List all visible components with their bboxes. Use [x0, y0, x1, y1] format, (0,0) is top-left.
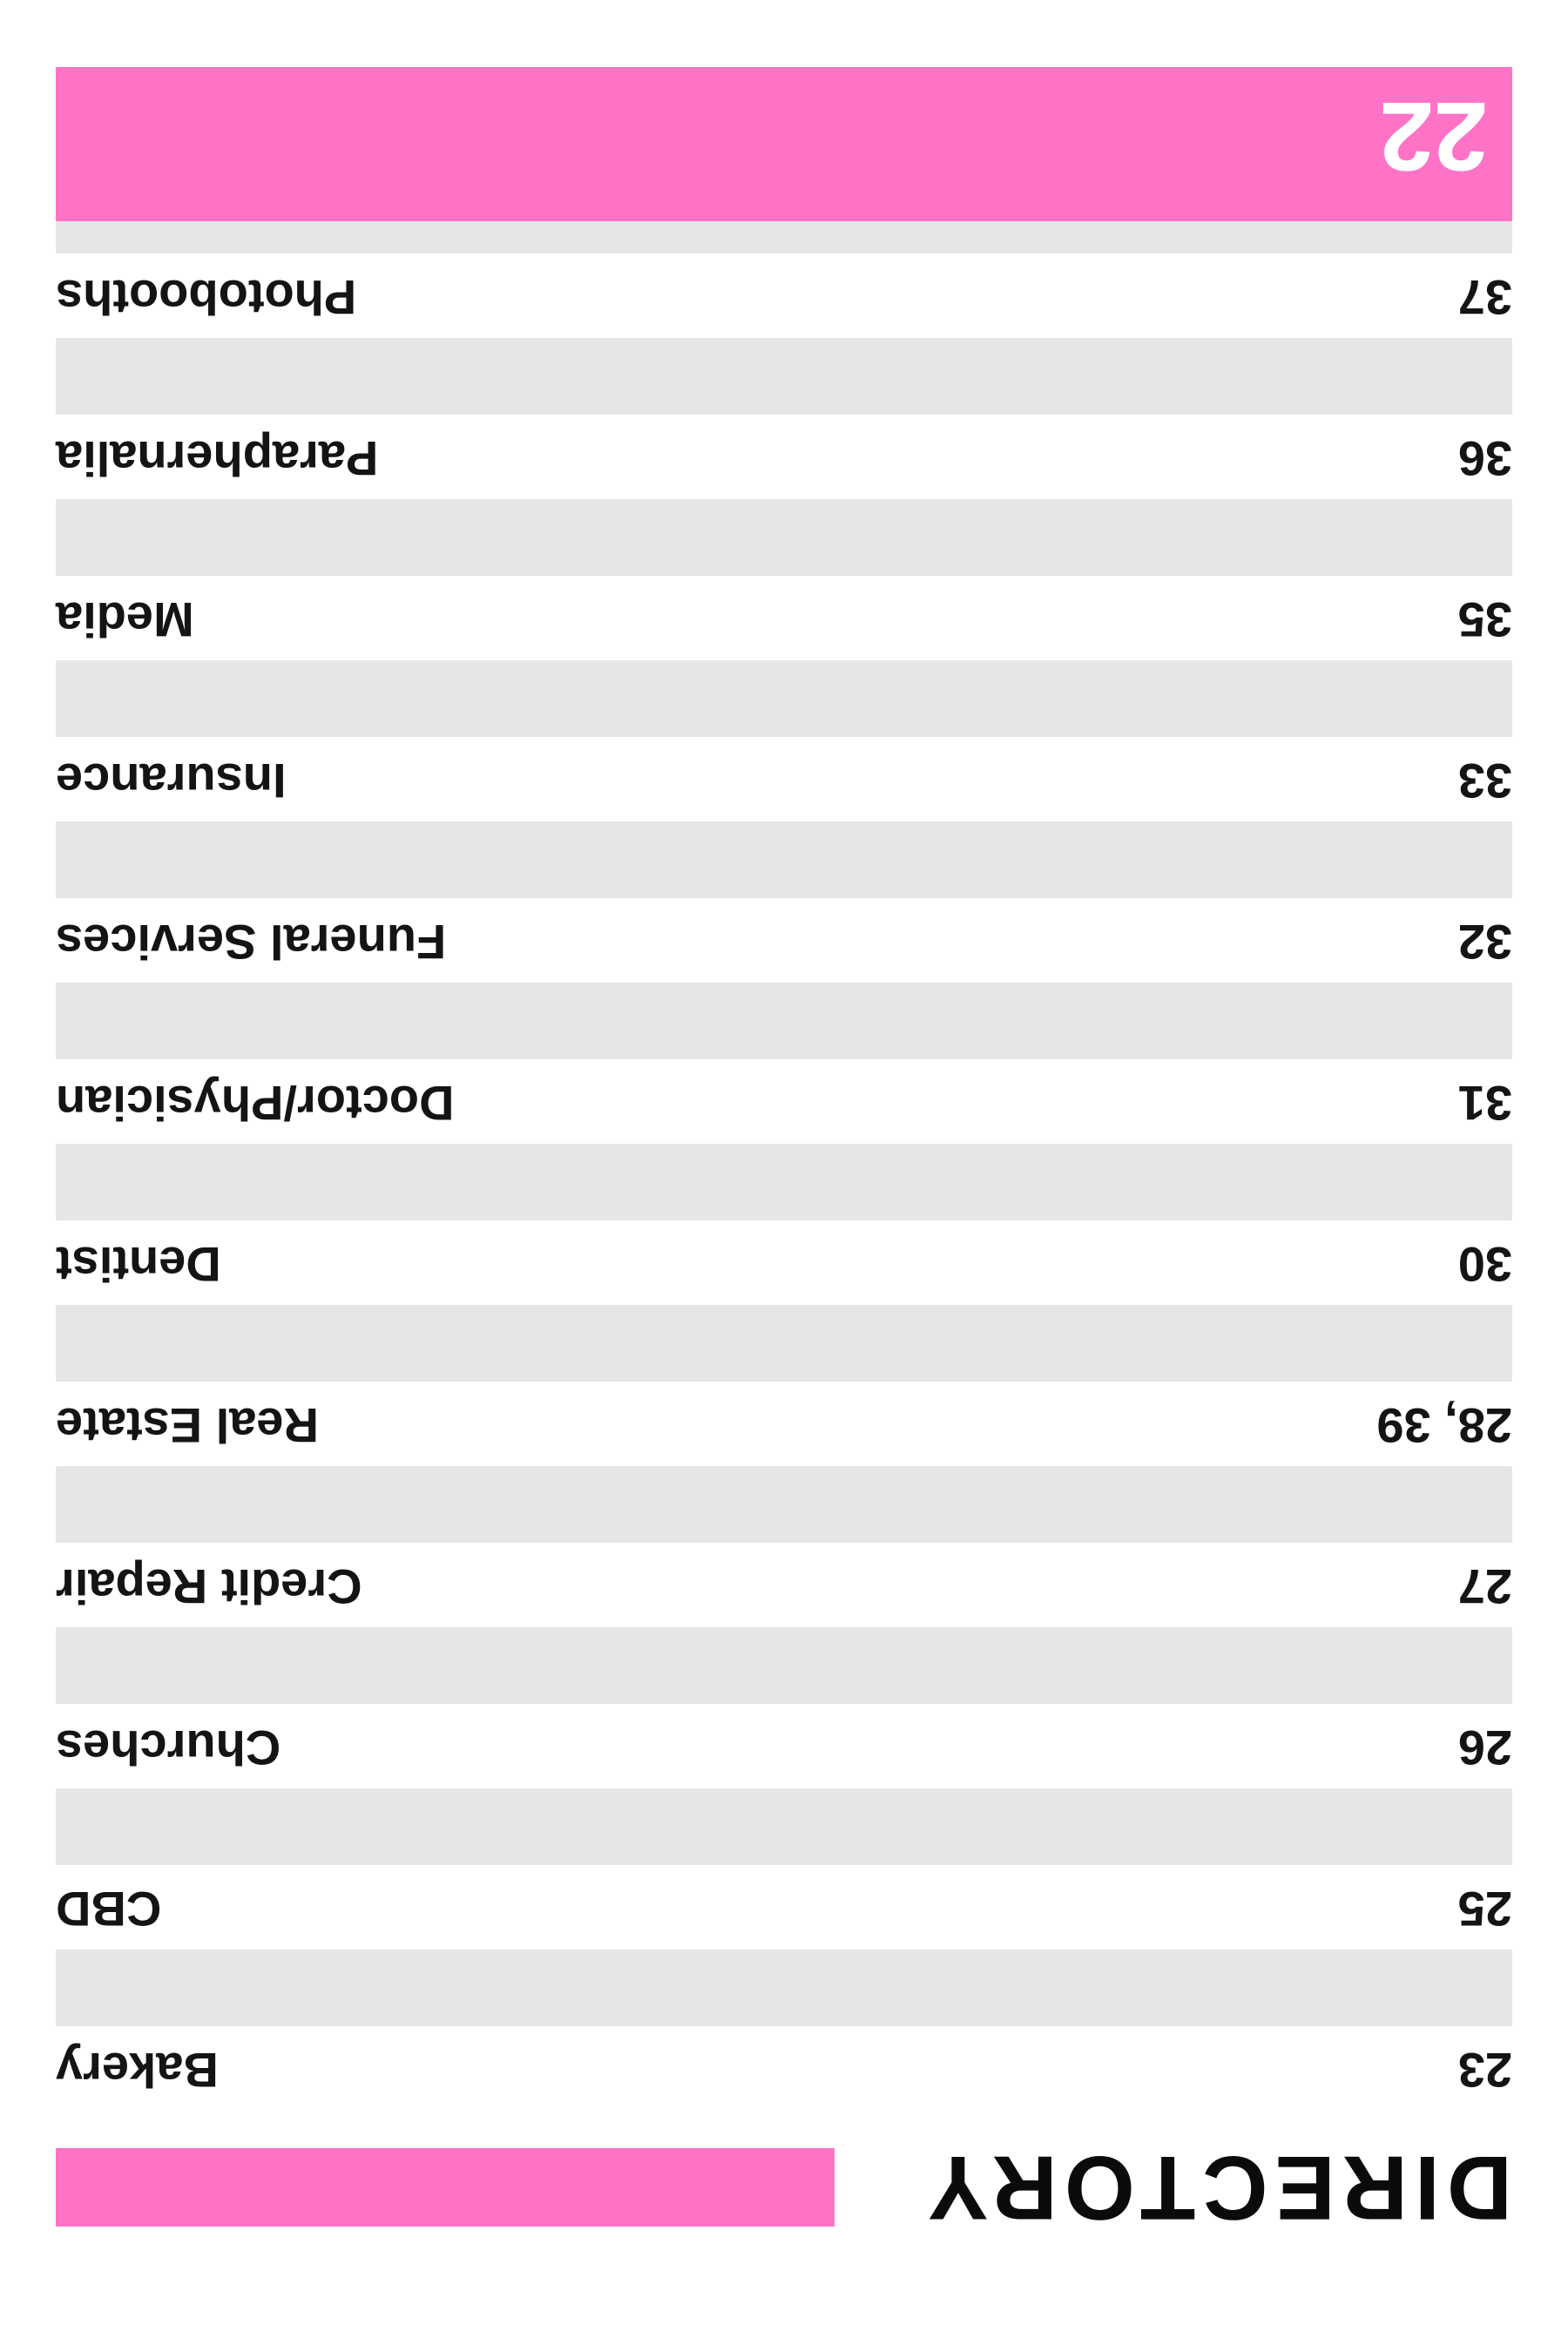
directory-entry: [56, 1865, 1512, 1950]
directory-entry: [56, 415, 1512, 499]
entry-page-number: 25: [1457, 1882, 1512, 1936]
entry-category: CBD: [56, 1882, 162, 1936]
entry-category: Dentist: [56, 1237, 221, 1292]
entry-category: Credit Repair: [56, 1559, 362, 1614]
directory-entry: [56, 576, 1512, 660]
row-divider: [56, 660, 1512, 737]
heading-accent-bar: [56, 2148, 835, 2227]
directory-entry: [56, 2026, 1512, 2111]
row-divider: [56, 1144, 1512, 1220]
row-divider: [56, 1466, 1512, 1543]
page-number: 22: [1379, 82, 1488, 191]
entry-category: Photobooths: [56, 270, 357, 325]
row-divider: [56, 983, 1512, 1059]
row-divider: [56, 1305, 1512, 1382]
entry-category: Churches: [56, 1720, 281, 1775]
directory-entry: [56, 737, 1512, 821]
entry-page-number: 30: [1457, 1237, 1512, 1292]
directory-entry: [56, 1059, 1512, 1144]
directory-entry: [56, 253, 1512, 338]
directory-entry: [56, 1704, 1512, 1788]
row-divider: [56, 1950, 1512, 2026]
row-divider: [56, 338, 1512, 415]
entry-category: Doctor/Physician: [56, 1076, 455, 1131]
page-title: DIRECTORY: [921, 2137, 1512, 2238]
directory-entry: [56, 1382, 1512, 1466]
directory-list: [56, 177, 1512, 2111]
entry-category: Insurance: [56, 754, 287, 808]
row-divider: [56, 1788, 1512, 1865]
footer-accent-bar: [56, 67, 1512, 221]
entry-page-number: 36: [1457, 431, 1512, 486]
row-divider: [56, 1627, 1512, 1704]
entry-page-number: 35: [1457, 592, 1512, 647]
row-divider: [56, 821, 1512, 898]
entry-category: Media: [56, 592, 194, 647]
entry-page-number: 37: [1457, 270, 1512, 325]
entry-page-number: 31: [1457, 1076, 1512, 1131]
entry-category: Paraphernalia: [56, 431, 379, 486]
entry-category: Bakery: [56, 2043, 219, 2098]
row-divider: [56, 499, 1512, 576]
directory-entry: [56, 898, 1512, 983]
directory-entry: [56, 1220, 1512, 1305]
entry-page-number: 23: [1457, 2043, 1512, 2098]
entry-page-number: 28, 39: [1376, 1398, 1512, 1453]
entry-category: Real Estate: [56, 1398, 319, 1453]
entry-page-number: 26: [1457, 1720, 1512, 1775]
entry-page-number: 32: [1457, 915, 1512, 970]
entry-page-number: 33: [1457, 754, 1512, 808]
entry-page-number: 27: [1457, 1559, 1512, 1614]
heading-row: [56, 2137, 1512, 2238]
directory-entry: [56, 1543, 1512, 1627]
entry-category: Funeral Services: [56, 915, 447, 970]
